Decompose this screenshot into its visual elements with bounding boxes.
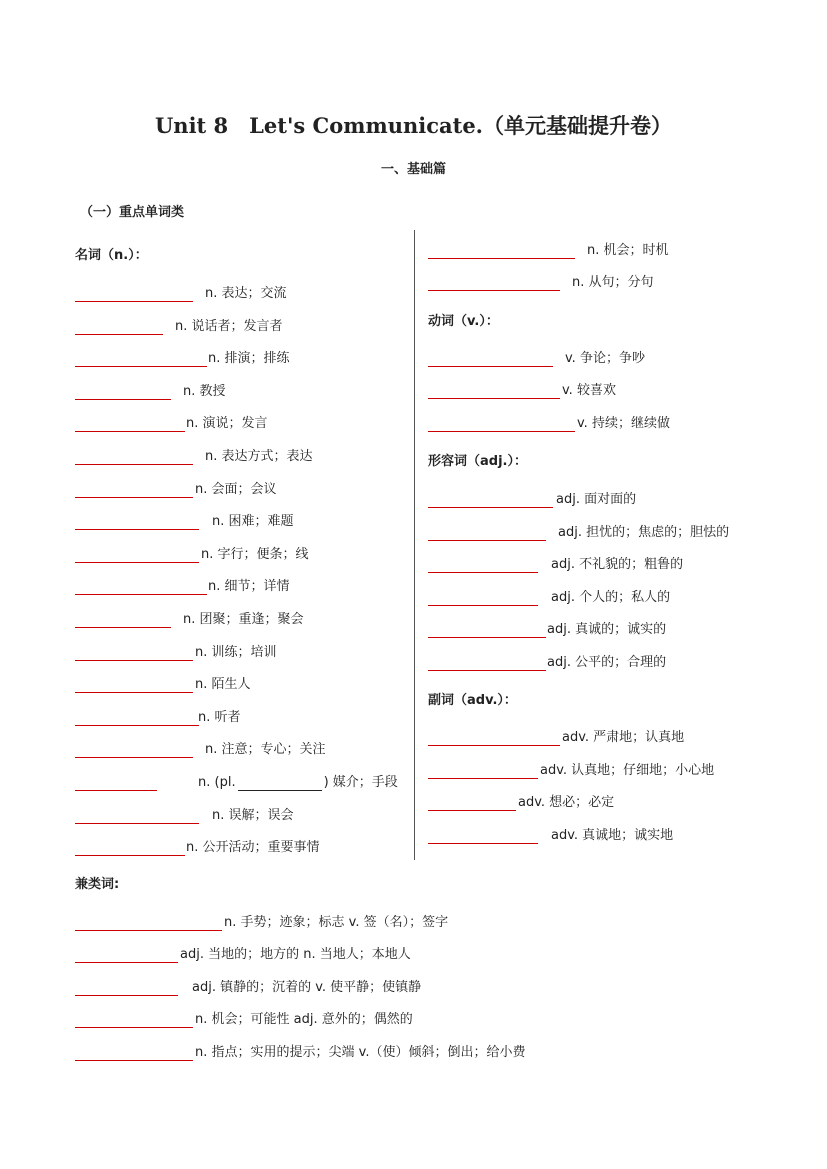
noun-item (428, 235, 788, 259)
noun-item (75, 539, 435, 563)
adv-item (428, 722, 788, 746)
answer-blank[interactable] (75, 823, 199, 824)
definition-text: n. 指点；实用的提示；尖端 v.（使）倾斜；倒出；给小费 (195, 1045, 526, 1060)
verb-category-label: 动词（v.）： (428, 314, 499, 329)
noun-item (75, 441, 435, 465)
answer-blank[interactable] (75, 995, 178, 996)
noun-item (75, 800, 435, 824)
definition-text: adj. 不礼貌的；粗鲁的 (551, 557, 684, 572)
multi-item (75, 939, 435, 963)
answer-blank[interactable] (75, 464, 193, 465)
answer-blank[interactable] (75, 627, 171, 628)
answer-blank[interactable] (75, 757, 193, 758)
definition-text: n. 细节；详情 (208, 579, 290, 595)
answer-blank[interactable] (428, 258, 575, 259)
plural-blank[interactable] (238, 778, 322, 791)
noun-item (75, 637, 435, 661)
noun-item (75, 408, 435, 432)
verb-item (428, 375, 788, 399)
answer-blank[interactable] (428, 431, 575, 432)
part-heading: 一、基础篇 (380, 162, 446, 177)
definition-text: n. 陌生人 (195, 677, 251, 693)
answer-blank[interactable] (75, 301, 193, 302)
answer-blank[interactable] (75, 725, 199, 726)
definition-text: n. 机会；时机 (587, 243, 669, 258)
definition-text: adj. 真诚的；诚实的 (547, 622, 667, 637)
answer-blank[interactable] (75, 497, 193, 498)
answer-blank[interactable] (75, 431, 185, 432)
answer-blank[interactable] (428, 670, 546, 671)
noun-item (75, 311, 435, 335)
definition-text: n. 误解；误会 (212, 807, 294, 823)
noun-item (75, 278, 435, 302)
answer-blank[interactable] (428, 540, 546, 541)
definition-text: adj. 当地的；地方的 n. 当地人；本地人 (180, 947, 411, 962)
definition-text: n. 困难；难题 (212, 514, 294, 530)
multi-item (75, 907, 449, 931)
answer-blank[interactable] (75, 962, 178, 963)
definition-text: v. 争论；争吵 (565, 351, 645, 366)
answer-blank[interactable] (428, 637, 546, 638)
answer-blank[interactable] (428, 398, 560, 399)
definition-text: n. 公开活动；重要事情 (186, 840, 320, 856)
noun-item (75, 702, 435, 726)
noun-item (75, 604, 435, 628)
adv-category-label: 副词（adv.）： (428, 693, 517, 708)
answer-blank[interactable] (428, 745, 560, 746)
definition-text: adj. 担忧的；焦虑的；胆怯的 (558, 525, 730, 540)
definition-text: adv. 严肃地；认真地 (562, 730, 685, 745)
definition-text: n. 注意；专心；关注 (205, 742, 326, 758)
definition-text: n. 训练；培训 (195, 644, 277, 660)
noun-item (75, 832, 435, 856)
definition-text: n. 从句；分句 (572, 275, 654, 290)
answer-blank[interactable] (428, 605, 538, 606)
adv-item (428, 787, 788, 811)
noun-item (75, 506, 435, 530)
definition-text: adj. 公平的；合理的 (547, 655, 667, 670)
adj-item (428, 647, 788, 671)
noun-item (75, 474, 435, 498)
multi-category-label: 兼类词: (75, 877, 120, 892)
noun-item (75, 734, 435, 758)
answer-blank[interactable] (75, 1027, 193, 1028)
noun-item (75, 343, 435, 367)
adv-item (428, 755, 788, 779)
definition-text: n. 听者 (198, 709, 241, 725)
answer-blank[interactable] (428, 366, 553, 367)
answer-blank[interactable] (428, 290, 560, 291)
noun-item (75, 767, 435, 791)
answer-blank[interactable] (75, 930, 222, 931)
adj-item (428, 484, 788, 508)
definition-text: n. 排演；排练 (208, 351, 290, 367)
answer-blank[interactable] (428, 778, 538, 779)
verb-item (428, 408, 788, 432)
adj-item (428, 614, 788, 638)
answer-blank[interactable] (75, 660, 193, 661)
definition-text: n. 机会；可能性 adj. 意外的；偶然的 (195, 1012, 413, 1027)
adj-item (428, 517, 788, 541)
multi-item (75, 1004, 435, 1028)
page-title: Unit 8 Let's Communicate.（单元基础提升卷） (154, 113, 672, 138)
definition-text: n. 团聚；重逢；聚会 (183, 612, 304, 627)
section-heading: （一）重点单词类 (80, 205, 185, 220)
answer-blank[interactable] (75, 334, 163, 335)
answer-blank[interactable] (75, 855, 185, 856)
definition-text: adj. 镇静的；沉着的 v. 使平静；使镇静 (192, 980, 422, 995)
multi-item (75, 1037, 526, 1061)
definition-text: n. 演说；发言 (186, 416, 268, 432)
noun-item (75, 376, 435, 400)
answer-blank[interactable] (75, 529, 199, 530)
noun-item (428, 267, 788, 291)
definition-text: n. 字行；便条；线 (201, 546, 309, 562)
answer-blank[interactable] (75, 790, 157, 791)
noun-item (75, 571, 435, 595)
definition-text: v. 较喜欢 (562, 383, 616, 398)
adj-category-label: 形容词（adj.）： (428, 454, 527, 469)
definition-text: adv. 想必；必定 (518, 795, 615, 810)
definition-text: n. 表达；交流 (205, 286, 287, 301)
definition-text: adj. 面对面的 (556, 492, 637, 507)
definition-text: n. (pl. ) 媒介；手段 (198, 775, 398, 790)
definition-text: n. 表达方式；表达 (205, 449, 313, 464)
adv-item (428, 820, 788, 844)
answer-blank[interactable] (75, 562, 199, 563)
answer-blank[interactable] (75, 1060, 193, 1061)
noun-item (75, 669, 435, 693)
verb-item (428, 343, 788, 367)
definition-text: v. 持续；继续做 (577, 416, 670, 431)
definition-text: n. 手势；迹象；标志 v. 签（名）；签字 (224, 915, 449, 930)
definition-text: n. 教授 (183, 383, 226, 399)
answer-blank[interactable] (428, 507, 553, 508)
definition-text: adv. 真诚地；诚实地 (551, 828, 674, 843)
definition-text: n. 说话者；发言者 (175, 318, 283, 334)
answer-blank[interactable] (428, 810, 516, 811)
definition-text: n. 会面；会议 (195, 481, 277, 497)
definition-text: adv. 认真地；仔细地；小心地 (540, 763, 715, 778)
answer-blank[interactable] (75, 366, 207, 367)
answer-blank[interactable] (428, 843, 538, 844)
answer-blank[interactable] (75, 399, 171, 400)
noun-category-label: 名词（n.）： (75, 248, 148, 263)
definition-text: adj. 个人的；私人的 (551, 590, 671, 605)
answer-blank[interactable] (428, 572, 538, 573)
answer-blank[interactable] (75, 594, 207, 595)
adj-item (428, 582, 788, 606)
adj-item (428, 549, 788, 573)
multi-item (75, 972, 435, 996)
media-definition: ) 媒介；手段 (323, 775, 398, 790)
answer-blank[interactable] (75, 692, 193, 693)
